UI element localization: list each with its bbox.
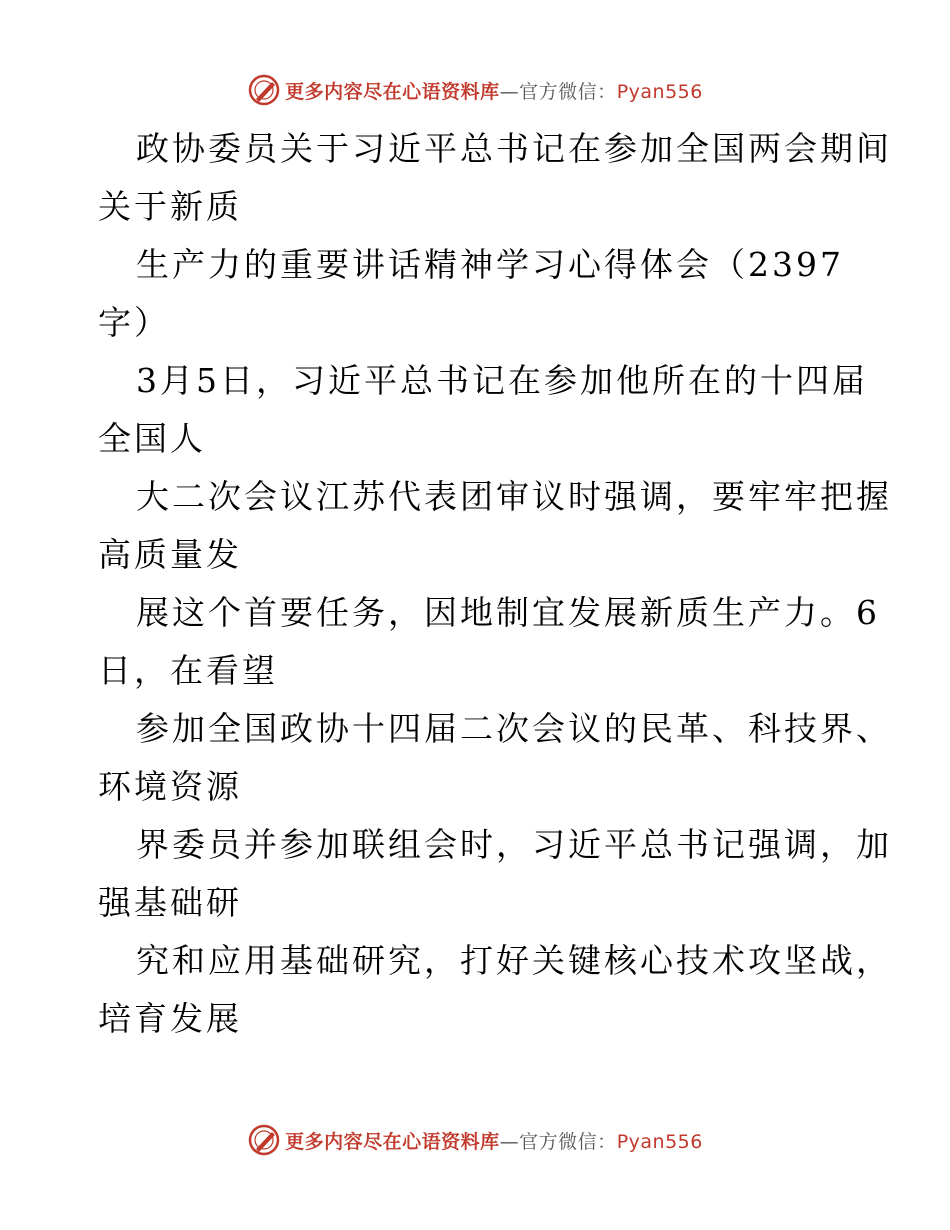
paragraph-line: 界委员并参加联组会时，习近平总书记强调，加 xyxy=(136,825,892,864)
document-body xyxy=(98,120,892,1048)
paragraph-line: 培育发展 xyxy=(98,999,242,1038)
watermark-site-text: 更多内容尽在心语资料库 xyxy=(285,1130,500,1153)
footer-watermark xyxy=(0,1120,950,1160)
watermark-wechat-id: Pyan556 xyxy=(616,80,703,103)
watermark-site-text: 更多内容尽在心语资料库 xyxy=(285,80,500,103)
paragraph-line: 强基础研 xyxy=(98,883,242,922)
paragraph-line: 日，在看望 xyxy=(98,651,278,690)
paragraph-line: 字） xyxy=(98,303,170,342)
paragraph-line: 全国人 xyxy=(98,419,206,458)
watermark-dash: — xyxy=(499,80,520,103)
paragraph-line: 关于新质 xyxy=(98,187,242,226)
paragraph-line: 究和应用基础研究，打好关键核心技术攻坚战， xyxy=(136,941,892,980)
paragraph-line: 生产力的重要讲话精神学习心得体会（2397 xyxy=(136,245,844,284)
paragraph-line: 大二次会议江苏代表团审议时强调，要牢牢把握 xyxy=(136,477,892,516)
paragraph-line: 高质量发 xyxy=(98,535,242,574)
paragraph-line: 环境资源 xyxy=(98,767,242,806)
pen-logo-icon xyxy=(247,1123,281,1157)
header-watermark xyxy=(0,70,950,110)
paragraph-line: 展这个首要任务，因地制宜发展新质生产力。6 xyxy=(136,593,880,632)
watermark-dash: — xyxy=(499,1130,520,1153)
watermark-wechat-label: 官方微信： xyxy=(519,80,617,103)
paragraph-line: 3月5日，习近平总书记在参加他所在的十四届 xyxy=(136,361,868,400)
watermark-wechat-label: 官方微信： xyxy=(519,1130,617,1153)
paragraph-line: 参加全国政协十四届二次会议的民革、科技界、 xyxy=(136,709,892,748)
pen-logo-icon xyxy=(247,73,281,107)
watermark-wechat-id: Pyan556 xyxy=(616,1130,703,1153)
paragraph-line: 政协委员关于习近平总书记在参加全国两会期间 xyxy=(136,129,892,168)
